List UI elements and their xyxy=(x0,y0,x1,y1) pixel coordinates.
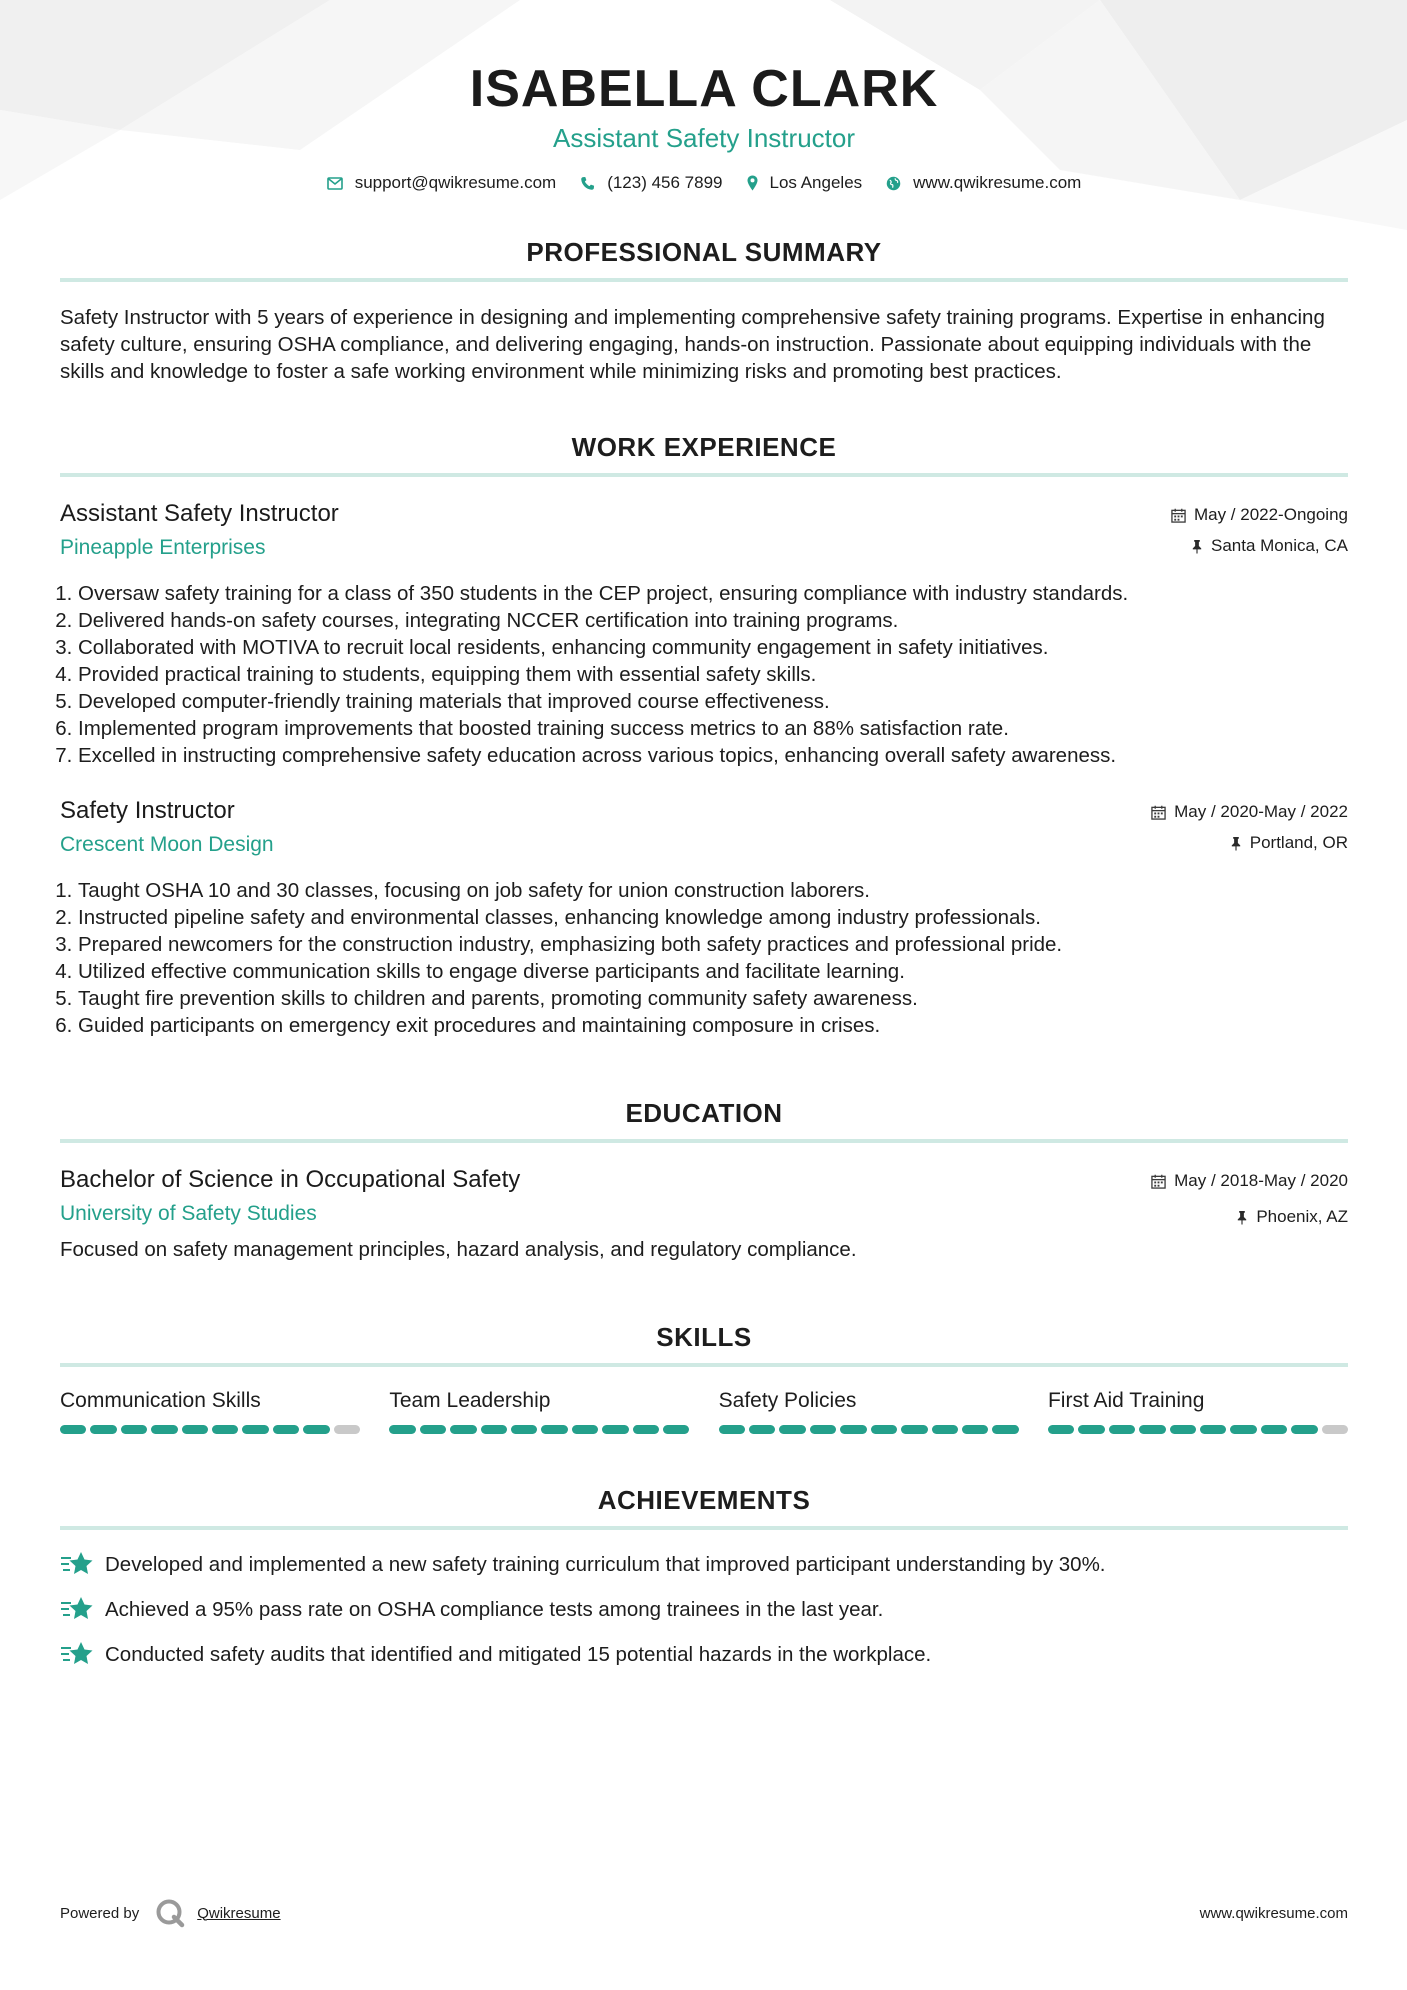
pushpin-icon xyxy=(1191,539,1203,554)
job-dates: May / 2020-May / 2022 xyxy=(1174,802,1348,821)
footer-website[interactable]: www.qwikresume.com xyxy=(1199,1904,1348,1922)
skill-segment-filled xyxy=(1078,1425,1104,1434)
company-name: Pineapple Enterprises xyxy=(60,536,266,559)
skill-segment-filled xyxy=(1291,1425,1317,1434)
list-item: 5. Developed computer-friendly training materials that improved course effectiveness. xyxy=(78,688,1348,715)
list-item: 4. Utilized effective communication skills to engage diverse participants and facilitate learning. xyxy=(78,958,1348,985)
section-divider xyxy=(60,1526,1348,1530)
skill-segment-filled xyxy=(840,1425,866,1434)
skill-segment-filled xyxy=(450,1425,476,1434)
skill-item xyxy=(1048,1387,1348,1434)
education-dates: May / 2018-May / 2020 xyxy=(1174,1171,1348,1190)
skill-segment-filled xyxy=(60,1425,86,1434)
skill-segment-filled xyxy=(663,1425,689,1434)
skill-segment-filled xyxy=(1048,1425,1074,1434)
experience-section xyxy=(60,431,1348,1039)
website-text: www.qwikresume.com xyxy=(913,173,1082,192)
experience-heading: WORK EXPERIENCE xyxy=(571,432,837,462)
skill-segment-filled xyxy=(719,1425,745,1434)
skill-segment-filled xyxy=(481,1425,507,1434)
duties-list xyxy=(60,580,1348,769)
skills-heading: SKILLS xyxy=(656,1322,752,1352)
skill-segment-filled xyxy=(779,1425,805,1434)
education-heading: EDUCATION xyxy=(625,1098,783,1128)
contact-phone[interactable] xyxy=(580,172,722,194)
skill-segment-filled xyxy=(962,1425,988,1434)
list-item: 3. Collaborated with MOTIVA to recruit local residents, enhancing community engagement in safety initiatives. xyxy=(78,634,1348,661)
list-item: 6. Guided participants on emergency exit procedures and maintaining composure in crises. xyxy=(78,1012,1348,1039)
star-icon xyxy=(60,1550,94,1578)
achievement-text: Developed and implemented a new safety training curriculum that improved participant understanding by 30%. xyxy=(105,1552,1106,1576)
achievements-list xyxy=(60,1550,1348,1668)
skill-segment-filled xyxy=(1139,1425,1165,1434)
contact-location xyxy=(747,172,863,194)
list-item: 3. Prepared newcomers for the construction industry, emphasizing both safety practices and professional pride. xyxy=(78,931,1348,958)
skill-item xyxy=(389,1387,689,1434)
skill-segment-filled xyxy=(1200,1425,1226,1434)
list-item: 2. Delivered hands-on safety courses, integrating NCCER certification into training programs. xyxy=(78,607,1348,634)
skill-segment-filled xyxy=(242,1425,268,1434)
skill-segment-filled xyxy=(572,1425,598,1434)
envelope-icon xyxy=(327,177,343,190)
job-title: Safety Instructor xyxy=(60,797,235,824)
phone-text: (123) 456 7899 xyxy=(607,173,723,192)
skill-segment-filled xyxy=(1261,1425,1287,1434)
job-entry xyxy=(60,796,1348,1039)
powered-by-label: Powered by xyxy=(60,1904,140,1922)
skill-segment-filled xyxy=(871,1425,897,1434)
job-location: Portland, OR xyxy=(1249,833,1348,852)
map-pin-icon xyxy=(747,175,758,191)
calendar-icon xyxy=(1151,805,1166,820)
pushpin-icon xyxy=(1230,836,1242,851)
skill-segment-filled xyxy=(541,1425,567,1434)
skill-level-bar xyxy=(60,1425,360,1434)
skill-segment-empty xyxy=(334,1425,360,1434)
star-icon xyxy=(60,1595,94,1623)
achievement-item xyxy=(60,1640,1348,1668)
contact-bar xyxy=(60,172,1348,194)
contact-email[interactable] xyxy=(327,172,557,194)
skill-segment-filled xyxy=(151,1425,177,1434)
skill-segment-empty xyxy=(1322,1425,1348,1434)
list-item: 4. Provided practical training to students, equipping them with essential safety skills. xyxy=(78,661,1348,688)
achievement-text: Conducted safety audits that identified and mitigated 15 potential hazards in the workplace. xyxy=(105,1642,932,1666)
star-icon xyxy=(60,1640,94,1668)
location-text: Los Angeles xyxy=(769,173,863,192)
summary-text: Safety Instructor with 5 years of experience in designing and implementing comprehensive safety training programs. Expertise in enhancing safety culture, ensuring OSHA compliance, and delivering engaging, hands-on instruction. Passionate about equipping individuals with the skills and knowledge to foster a safe working environment while minimizing risks and promoting best practices. xyxy=(60,306,1325,383)
skill-level-bar xyxy=(1048,1425,1348,1434)
achievements-heading: ACHIEVEMENTS xyxy=(597,1485,811,1515)
list-item: 7. Excelled in instructing comprehensive safety education across various topics, enhancing overall safety awareness. xyxy=(78,742,1348,769)
phone-icon xyxy=(580,176,595,191)
globe-icon xyxy=(886,176,901,191)
skill-name: Safety Policies xyxy=(718,1389,857,1412)
achievement-item xyxy=(60,1550,1348,1578)
school-name: University of Safety Studies xyxy=(60,1202,317,1225)
skill-segment-filled xyxy=(90,1425,116,1434)
skill-level-bar xyxy=(389,1425,689,1434)
resume-header xyxy=(60,0,1348,194)
skill-segment-filled xyxy=(1109,1425,1135,1434)
summary-heading: PROFESSIONAL SUMMARY xyxy=(526,237,882,267)
skill-segment-filled xyxy=(932,1425,958,1434)
skill-name: Team Leadership xyxy=(389,1389,551,1412)
duties-list xyxy=(60,877,1348,1039)
section-divider xyxy=(60,278,1348,282)
pushpin-icon xyxy=(1236,1210,1248,1225)
skill-segment-filled xyxy=(1170,1425,1196,1434)
job-dates: May / 2022-Ongoing xyxy=(1193,505,1348,524)
skill-segment-filled xyxy=(602,1425,628,1434)
education-description: Focused on safety management principles, hazard analysis, and regulatory compliance. xyxy=(60,1238,857,1261)
contact-website[interactable] xyxy=(886,172,1081,194)
skill-segment-filled xyxy=(992,1425,1018,1434)
education-section xyxy=(60,1097,1348,1263)
skill-segment-filled xyxy=(749,1425,775,1434)
achievement-text: Achieved a 95% pass rate on OSHA compliance tests among trainees in the last year. xyxy=(105,1597,884,1621)
job-entry xyxy=(60,499,1348,769)
company-name: Crescent Moon Design xyxy=(60,833,274,856)
skill-segment-filled xyxy=(303,1425,329,1434)
list-item: 1. Taught OSHA 10 and 30 classes, focusing on job safety for union construction laborers. xyxy=(78,877,1348,904)
summary-section xyxy=(60,236,1348,385)
degree-title: Bachelor of Science in Occupational Safety xyxy=(60,1166,521,1193)
skill-item xyxy=(60,1387,360,1434)
qwikresume-link[interactable]: Qwikresume xyxy=(197,1904,281,1922)
skill-segment-filled xyxy=(511,1425,537,1434)
candidate-title: Assistant Safety Instructor xyxy=(552,123,855,153)
skill-name: Communication Skills xyxy=(60,1389,261,1412)
candidate-name: ISABELLA CLARK xyxy=(469,60,939,118)
achievements-section xyxy=(60,1484,1348,1668)
education-location: Phoenix, AZ xyxy=(1256,1207,1348,1226)
skill-segment-filled xyxy=(212,1425,238,1434)
qwikresume-logo-icon xyxy=(155,1898,185,1928)
skill-name: First Aid Training xyxy=(1047,1389,1205,1412)
calendar-icon xyxy=(1151,1174,1166,1189)
list-item: 6. Implemented program improvements that boosted training success metrics to an 88% satisfaction rate. xyxy=(78,715,1348,742)
skills-grid xyxy=(60,1387,1348,1434)
section-divider xyxy=(60,1363,1348,1367)
skill-segment-filled xyxy=(273,1425,299,1434)
skill-segment-filled xyxy=(810,1425,836,1434)
job-location: Santa Monica, CA xyxy=(1210,536,1348,555)
skill-segment-filled xyxy=(121,1425,147,1434)
education-entry xyxy=(60,1165,1348,1263)
page-footer xyxy=(60,1898,1348,1928)
skills-section xyxy=(60,1321,1348,1434)
skill-segment-filled xyxy=(420,1425,446,1434)
job-title: Assistant Safety Instructor xyxy=(60,500,339,527)
list-item: 1. Oversaw safety training for a class of 350 students in the CEP project, ensuring compliance with industry standards. xyxy=(78,580,1348,607)
skill-level-bar xyxy=(719,1425,1019,1434)
skill-item xyxy=(719,1387,1019,1434)
skill-segment-filled xyxy=(182,1425,208,1434)
skill-segment-filled xyxy=(389,1425,415,1434)
list-item: 2. Instructed pipeline safety and environmental classes, enhancing knowledge among industry professionals. xyxy=(78,904,1348,931)
skill-segment-filled xyxy=(901,1425,927,1434)
email-text: support@qwikresume.com xyxy=(354,173,557,192)
skill-segment-filled xyxy=(1230,1425,1256,1434)
calendar-icon xyxy=(1171,508,1186,523)
skill-segment-filled xyxy=(633,1425,659,1434)
achievement-item xyxy=(60,1595,1348,1623)
section-divider xyxy=(60,1139,1348,1143)
section-divider xyxy=(60,473,1348,477)
list-item: 5. Taught fire prevention skills to children and parents, promoting community safety awareness. xyxy=(78,985,1348,1012)
